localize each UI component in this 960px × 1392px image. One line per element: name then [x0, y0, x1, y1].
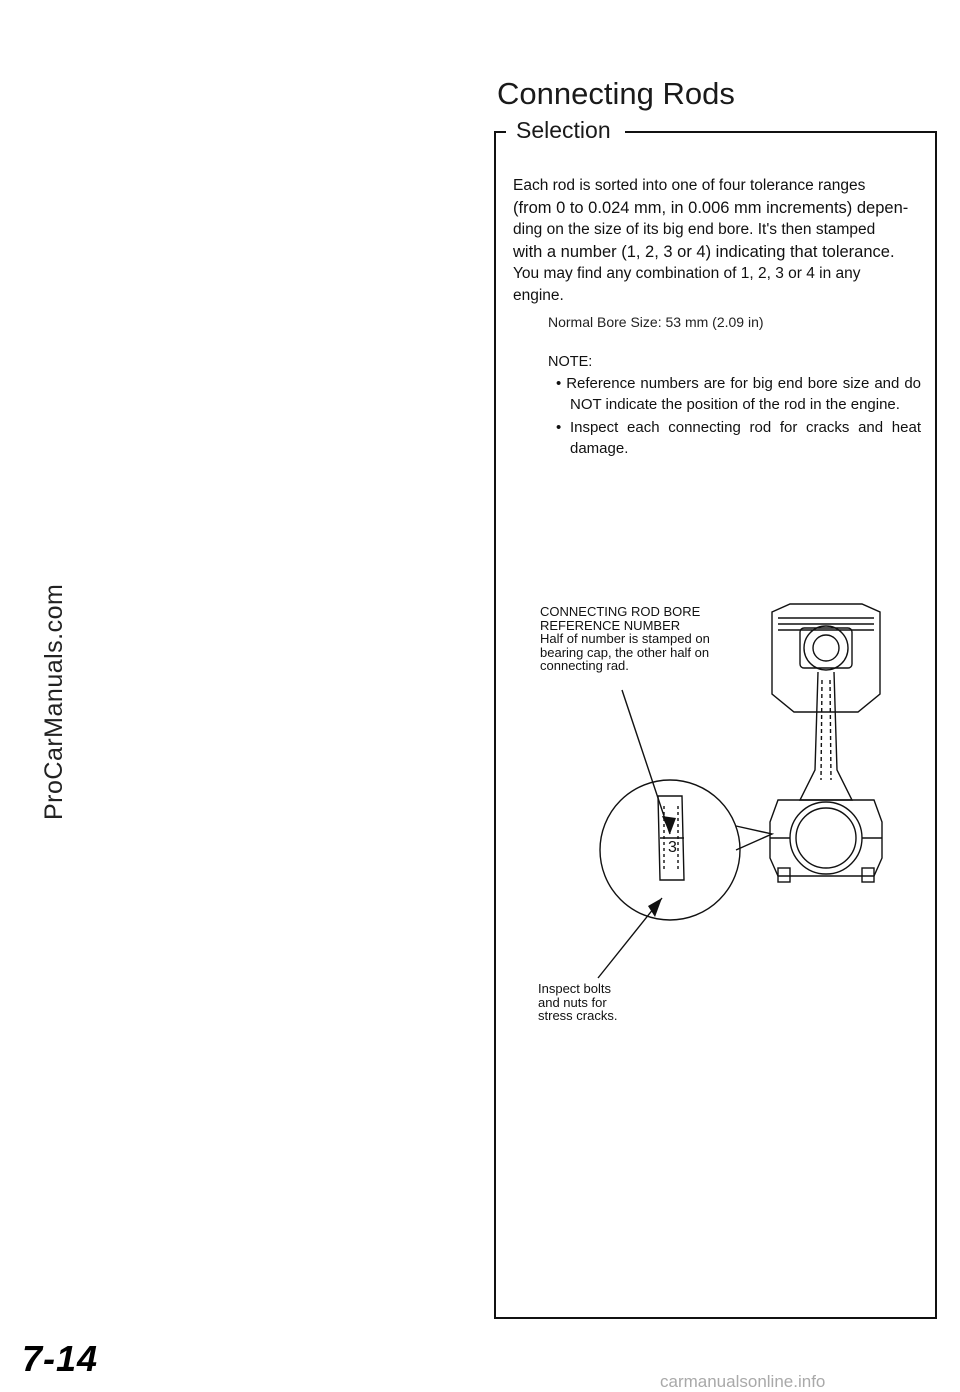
- big-end-bore: [790, 802, 862, 874]
- page-title: Connecting Rods: [497, 76, 735, 111]
- rod-beam-rib: [830, 680, 831, 780]
- wrist-pin-boss: [800, 628, 852, 668]
- callout-line: bearing cap, the other half on: [540, 644, 710, 660]
- piston-crown: [772, 604, 880, 712]
- intro-line: ding on the size of its big end bore. It's then stamped: [513, 221, 876, 238]
- leader-bore-number: [622, 690, 670, 834]
- rod-beam-rib: [821, 680, 822, 780]
- normal-bore-size: Normal Bore Size: 53 mm (2.09 in): [548, 314, 764, 330]
- callout-line: CONNECTING ROD BORE: [540, 604, 701, 619]
- note-text: Reference numbers are for big end bore size and do NOT indicate the position of the rod in the engine.: [566, 375, 922, 413]
- magnifier-pointer: [736, 826, 772, 850]
- callout-line: connecting rad.: [540, 658, 629, 673]
- callout-line: Inspect bolts: [538, 981, 611, 996]
- note-text: Inspect each connecting rod for cracks and heat damage.: [569, 419, 922, 457]
- note-item: • Inspect each connecting rod for cracks and heat damage.: [556, 419, 922, 457]
- intro-line: Each rod is sorted into one of four tolerance ranges: [513, 177, 866, 194]
- bearing-shell: [796, 808, 856, 868]
- callout-line: Half of number is stamped on: [540, 631, 710, 646]
- note-label: NOTE:: [548, 354, 593, 370]
- rod-beam: [800, 672, 852, 800]
- rod-bolt: [778, 868, 790, 882]
- wrist-pin: [804, 626, 848, 670]
- callout-line: and nuts for: [538, 994, 607, 1010]
- leader-arrowhead: [648, 898, 662, 917]
- section-title: Selection: [506, 117, 625, 144]
- intro-line: with a number (1, 2, 3 or 4) indicating that tolerance.: [513, 243, 895, 261]
- intro-line: engine.: [513, 287, 564, 304]
- wrist-pin-bore: [813, 635, 839, 661]
- page-number: 7-14: [22, 1338, 99, 1379]
- rod-bolt: [862, 868, 874, 882]
- detail-stamp-digit: 3: [668, 839, 677, 856]
- footer-site: carmanualsonline.info: [660, 1372, 826, 1391]
- callout-line: REFERENCE NUMBER: [540, 617, 681, 633]
- watermark: ProCarManuals.com: [40, 583, 68, 820]
- intro-line: (from 0 to 0.024 mm, in 0.006 mm increments) depen-: [513, 199, 909, 217]
- intro-line: You may find any combination of 1, 2, 3 or 4 in any: [513, 265, 861, 282]
- note-item: • Reference numbers are for big end bore size and do NOT indicate the position of the rod in the engine.: [556, 375, 922, 413]
- callout-line: stress cracks.: [538, 1008, 618, 1023]
